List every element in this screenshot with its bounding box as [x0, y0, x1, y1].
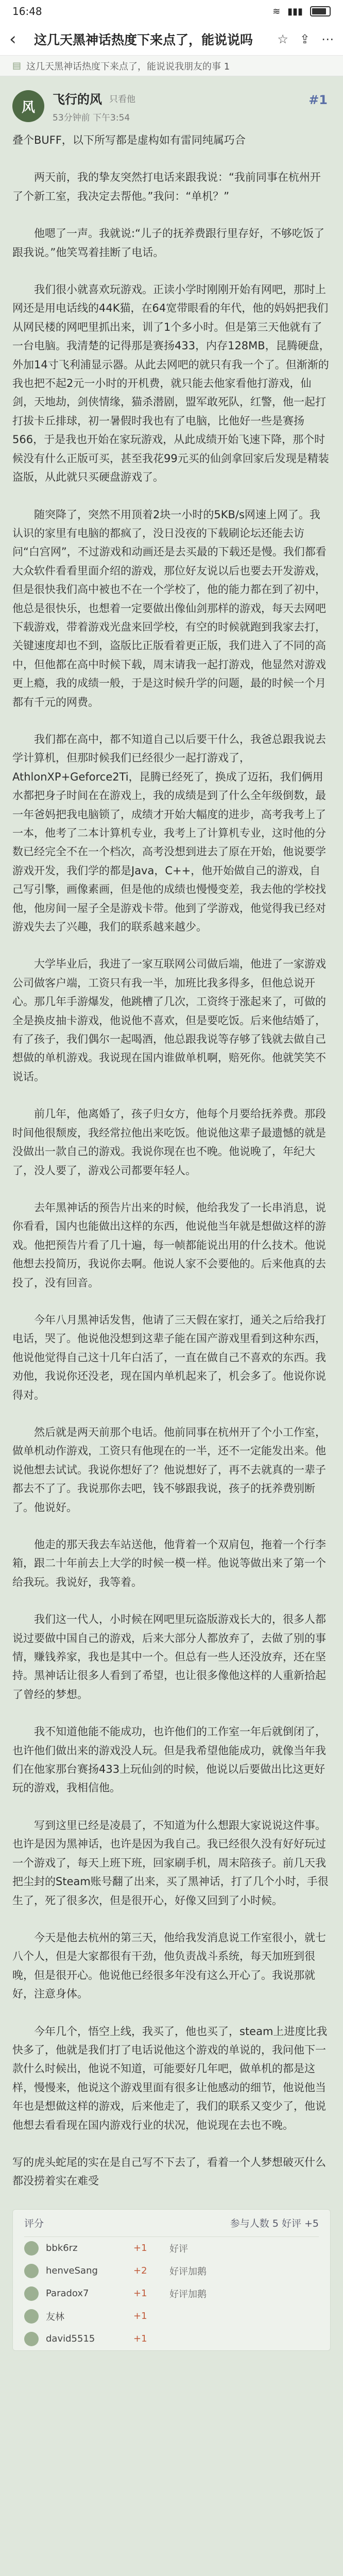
post-paragraph: 今年八月黑神话发售，他请了三天假在家打，通关之后给我打电话，哭了。他说他没想到这辈子能在国产游戏里看到这种东西，他说他觉得自己这十几年白活了，一直在做自己不喜欢的东西。我劝他，我说你还没老，现在国内单机起来了，机会多了。他说你说得对。: [12, 1313, 326, 1401]
post: [0, 76, 343, 2191]
post-paragraph: 我们都在高中，都不知道自己以后要干什么，我爸总跟我说去学计算机，但那时候我们已经很少一起打游戏了，AthlonXP+Geforce2Ti，昆腾已经死了，换成了迈拓，我们俩用水都把身子时间在在游戏上，我的成绩是到了什么全年级倒数，最一年爸妈把我电脑锁了，成绩才开始大幅度的进步，高考我考上了一本，他考了二本计算机专业，我考上了计算机专业，这时他的分数已经完全不在一个档次，高考没想到进去了原在开始，他说要学游戏开发，我们学的都是Java，C++，他开始做自己的游戏，自己写引擎，画像素画，但是他的成绩也慢慢变差，我去他的学校找他，他房间一屋子全是游戏卡带。他到了学游戏，他觉得我已经对游戏失去了兴趣，我们的联系越来越少。: [12, 733, 326, 934]
share-icon[interactable]: ⇪: [299, 31, 310, 46]
rating-score: +2: [133, 2265, 147, 2277]
breadcrumb-text: 这几天黑神话热度下来点了，能说说我朋友的事 1: [26, 61, 230, 72]
rating-score: +1: [133, 2288, 147, 2299]
status-bar: [0, 0, 343, 23]
post-paragraph: 去年黑神话的预告片出来的时候，他给我发了一长串消息，说你看看，国内也能做出这样的东西，他说他当年就是想做这样的游戏。他把预告片看了几十遍，每一帧都能说出用的什么技术。他说他想去投简历，我说你去啊。他说人家不会要他的。后来他真的去投了，没有回音。: [12, 1201, 326, 1289]
post-paragraph: 今天是他去杭州的第三天，他给我发消息说工作室很小，就七八个人，但是大家都很有干劲，他负责战斗系统，每天加班到很晚，但是很开心。他说他已经很多年没有这么开心了。我说那就好，注意身体。: [12, 1931, 326, 2001]
signal-icon: ▮▮▮: [287, 6, 303, 17]
author-name[interactable]: 飞行的风: [53, 92, 102, 107]
rating-message: 好评: [169, 2243, 188, 2255]
floor-number: #1: [308, 93, 328, 107]
post-paragraph: 我们很小就喜欢玩游戏。正读小学时刚刚开始有网吧，那时上网还是用电话线的44K猫，在64宽带眼看的年代，他的妈妈把我们从网民楼的网吧里抓出来，训了1个多小时。但是第三天他就有了一台电脑。我清楚的记得那是赛扬433，内存128MB，昆腾硬盘，外加14寸飞利浦显示器。从此去网吧的就只有我一个了。但渐渐的我也把不起2元一小时的开机费，就只能去他家看他打游戏，仙剑，天地劫，剑侠情缘，猫杀潜剧，盟军敢死队，红警，他一起打打拔卡丘排球，初一暑假时我也有了电脑，比他好一些是赛扬566，于是我也开始在家玩游戏，从此成绩开始飞速下降，那个时候没有什么正版可买，甚至我花99元买的仙剑拿回家后发现是精装盗版，从此就只买硬盘游戏了。: [12, 283, 330, 484]
rating-title: 评分: [24, 2218, 44, 2230]
post-paragraph: 写的虎头蛇尾的实在是自己写不下去了，看着一个人梦想破灭什么都没捞着实在难受: [12, 2156, 326, 2188]
rating-user[interactable]: 友林: [46, 2311, 64, 2323]
post-paragraph: 叠个BUFF，以下所写都是虚构如有雷同纯属巧合: [12, 134, 246, 146]
rating-user[interactable]: david5515: [46, 2333, 95, 2345]
star-icon[interactable]: ☆: [277, 31, 288, 46]
more-icon[interactable]: ⋯: [321, 31, 334, 46]
post-paragraph: 我们这一代人，小时候在网吧里玩盗版游戏长大的，很多人都说过要做中国自己的游戏，后来大部分人都放弃了，去做了别的事情，赚钱养家，我也是其中一个。但总有一些人还没放弃，还在坚持。黑神话让很多人看到了希望，也让很多像他这样的人重新拾起了曾经的梦想。: [12, 1613, 326, 1701]
avatar[interactable]: [24, 2241, 39, 2256]
rating-row: [24, 2237, 319, 2260]
rating-score: +1: [133, 2311, 147, 2322]
post-paragraph: 他嗯了一声。我就说:“儿子的抚养费跟行里存好，不够吃饭了跟我说。”他笑骂着挂断了电话。: [12, 227, 324, 259]
rating-message: 好评加鹅: [169, 2266, 207, 2277]
post-paragraph: 写到这里已经是凌晨了，不知道为什么想跟大家说说这件事。也许是因为黑神话，也许是因为我自己。我已经很久没有好好玩过一个游戏了，每天上班下班，回家刷手机，周末陪孩子。前几天我把尘封的Steam账号翻了出来，买了黑神话，打了几个小时，手很生了，死了很多次，但是很开心，好像又回到了小时候。: [12, 1819, 329, 1907]
avatar[interactable]: [24, 2332, 39, 2346]
post-time: 53分钟前 下午3:54: [53, 113, 130, 123]
post-paragraph: 然后就是两天前那个电话。他前同事在杭州开了个小工作室，做单机动作游戏，工资只有他现在的一半，还不一定能发出来。他说他想去试试。我说你想好了？他说想好了，再不去就真的一辈子都去不了了。我说那你去吧，钱不够跟我说，孩子的抚养费别断了。他说好。: [12, 1426, 326, 1514]
rating-user[interactable]: Paradox7: [46, 2288, 89, 2299]
avatar[interactable]: [24, 2286, 39, 2301]
rating-row: [24, 2260, 319, 2282]
rating-row: [24, 2328, 319, 2350]
thread-icon: ▤: [12, 60, 22, 71]
rating-user[interactable]: bbk6rz: [46, 2243, 78, 2254]
avatar[interactable]: 风: [12, 90, 44, 122]
only-author-button[interactable]: 只看他: [109, 94, 135, 105]
post-paragraph: 前几年，他离婚了，孩子归女方，他每个月要给抚养费。那段时间他很颓废，我经常拉他出来吃饭。他说他这辈子最遗憾的就是没做出一款自己的游戏。我说你现在也不晚。他说晚了，年纪大了，没人要了，游戏公司都要年轻人。: [12, 1108, 326, 1177]
top-bar: [0, 23, 343, 56]
post-body: [12, 131, 331, 2191]
back-icon[interactable]: ‹: [9, 28, 16, 49]
battery-icon: [310, 6, 331, 16]
post-author: [12, 84, 331, 128]
post-paragraph: 大学毕业后，我进了一家互联网公司做后端，他进了一家游戏公司做客户端，工资只有我一半，加班比我多得多，但他总说开心。那几年手游爆发，他跳槽了几次，工资终于涨起来了，可做的全是换皮抽卡游戏，他说他不喜欢，但是要吃饭。后来他结婚了，有了孩子，我们偶尔一起喝酒，他总跟我说等存够了钱就去做自己想做的单机游戏。我说现在国内谁做单机啊，赔死你。他就笑笑不说话。: [12, 958, 326, 1083]
rating-row: [24, 2282, 319, 2305]
post-paragraph: 他走的那天我去车站送他，他背着一个双肩包，拖着一个行李箱，跟二十年前去上大学的时候一模一样。他说等做出来了第一个给我玩。我说好，我等着。: [12, 1538, 326, 1588]
status-time: 16:48: [12, 5, 42, 18]
rating-box: [12, 2209, 331, 2351]
rating-message: 好评加鹅: [169, 2289, 207, 2300]
rating-score: +1: [133, 2243, 147, 2254]
avatar[interactable]: [24, 2264, 39, 2278]
post-paragraph: 两天前，我的挚友突然打电话来跟我说：“我前同事在杭州开了个新工室，我决定去帮他。”我问：“单机？”: [12, 171, 321, 202]
breadcrumb[interactable]: [0, 56, 343, 76]
post-paragraph: 随突降了，突然不用顶着2块一小时的5KB/s网速上网了。我认识的家里有电脑的都疯了，没日没夜的下载刷论坛还能去访问“白宫网”，不过游戏和动画还是去买最的下载还是慢。我们都看大众软件看看里面介绍的游戏，那位好友说以后也要去开发游戏，但是很快我们高中被也不在一个学校了，他的能力都在到了初中，他总是很快乐，也想着一定要做出像仙剑那样的游戏，每天去网吧下载游戏，带着游戏光盘来回学校，有空的时候就跑到我家去打，关键速度却也不到，盗版比正版看着更正版，我们进入了不同的高中，但他都在高中时候下载，周末请我一起打游戏，他显然对游戏更上瘾，我的成绩一般，于是这时候升学的问题，最的时候一个月都有千元的网费。: [12, 508, 327, 708]
avatar[interactable]: [24, 2309, 39, 2324]
post-paragraph: 今年几个，悟空上线，我买了，他也买了，steam上进度比我快多了，他就是我们打了电话说他这个游戏的单说的，我问他下一款什么时候出，他说不知道，可能要好几年吧，做单机的都是这样，慢慢来，他说这个游戏里面有很多让他感动的细节，他说他当年也是想做这样的游戏，后来他走了，我们的联系又变少了，他说他想去看看现在国内游戏行业的状况，他说现在去也不晚。: [12, 2025, 328, 2131]
rating-score: +1: [133, 2333, 147, 2345]
rating-user[interactable]: henveSang: [46, 2265, 98, 2277]
rating-row: [24, 2305, 319, 2328]
post-paragraph: 我不知道他能不能成功，也许他们的工作室一年后就倒闭了，也许他们做出来的游戏没人玩。但是我希望他能成功，就像当年我们在他家那台赛扬433上玩仙剑的时候，他说以后要做出比这更好玩的游戏，我相信他。: [12, 1725, 326, 1794]
wifi-icon: ≋: [272, 6, 281, 17]
rating-summary[interactable]: 参与人数 5 好评 +5: [230, 2218, 319, 2230]
page-title: 这几天黑神话热度下来点了，能说说吗: [34, 32, 253, 47]
